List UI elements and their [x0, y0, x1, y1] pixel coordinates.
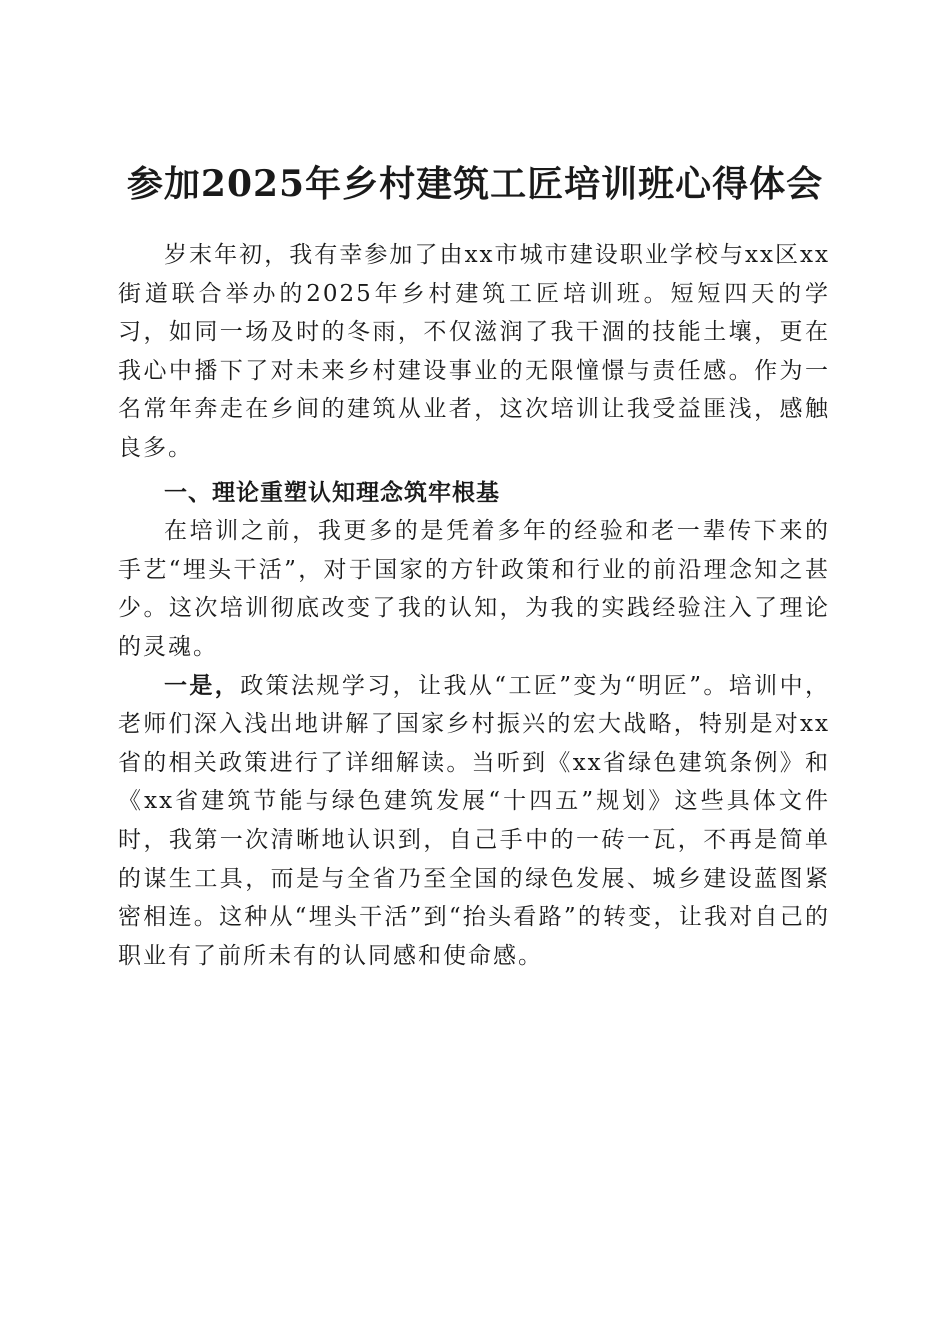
document-body: [118, 236, 830, 975]
intro-paragraph: 岁末年初，我有幸参加了由xx市城市建设职业学校与xx区xx街道联合举办的2025年乡村建筑工匠培训班。短短四天的学习，如同一场及时的冬雨，不仅滋润了我干涸的技能土壤，更在我心中播下了对未来乡村建设事业的无限憧憬与责任感。作为一名常年奔走在乡间的建筑从业者，这次培训让我受益匪浅，感触良多。: [118, 242, 830, 461]
document-title: 参加2025年乡村建筑工匠培训班心得体会: [126, 163, 824, 206]
point-body: 政策法规学习，让我从“工匠”变为“明匠”。培训中，老师们深入浅出地讲解了国家乡村振兴的宏大战略，特别是对xx省的相关政策进行了详细解读。当听到《xx省绿色建筑条例》和《xx省建筑节能与绿色建筑发展“十四五”规划》这些具体文件时，我第一次清晰地认识到，自己手中的一砖一瓦，不再是简单的谋生工具，而是与全省乃至全国的绿色发展、城乡建设蓝图紧密相连。这种从“埋头干活”到“抬头看路”的转变，让我对自己的职业有了前所未有的认同感和使命感。: [118, 672, 830, 969]
point-lead: 一是，: [164, 671, 241, 699]
section-paragraph: 在培训之前，我更多的是凭着多年的经验和老一辈传下来的手艺“埋头干活”，对于国家的方针政策和行业的前沿理念知之甚少。这次培训彻底改变了我的认知，为我的实践经验注入了理论的灵魂。: [118, 518, 830, 660]
point-paragraph: [118, 667, 830, 976]
section-heading: 一、理论重塑认知理念筑牢根基: [164, 478, 500, 506]
